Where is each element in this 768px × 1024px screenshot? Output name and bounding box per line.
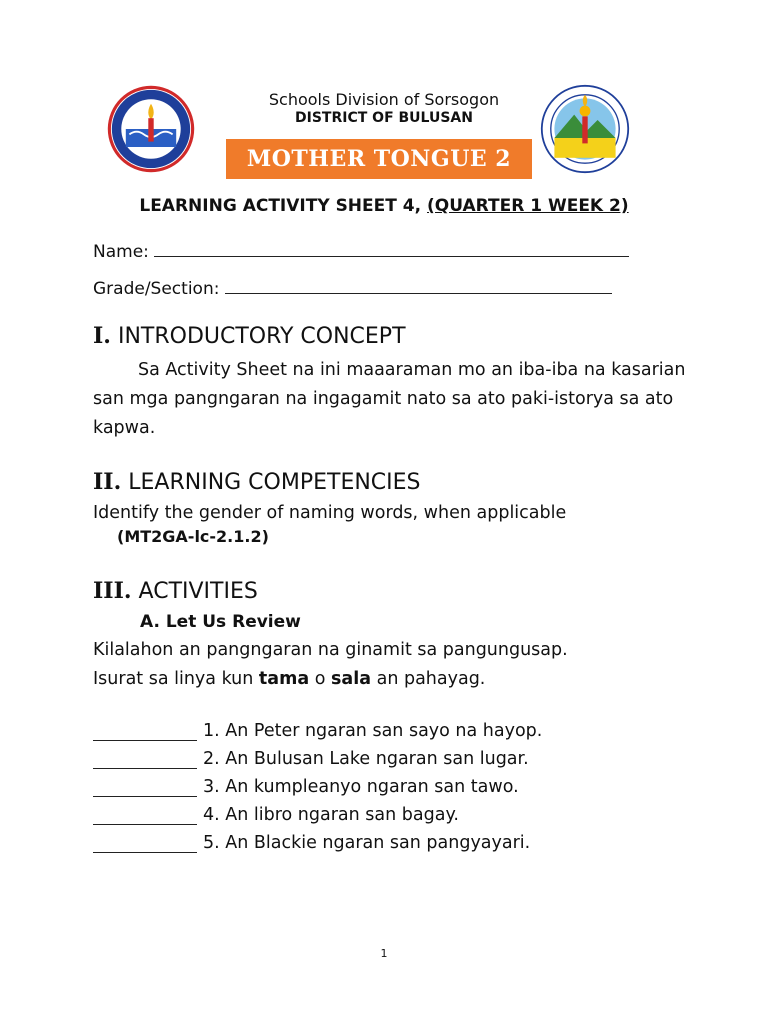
review-item-text: 4. An libro ngaran san bagay. [203, 805, 459, 825]
name-label: Name: [93, 242, 149, 262]
instruction-line-2 [93, 669, 485, 689]
section-2-heading [93, 469, 421, 495]
answer-blank-4[interactable] [93, 808, 197, 825]
answer-blank-2[interactable] [93, 752, 197, 769]
name-line[interactable] [154, 242, 629, 257]
grade-section-field[interactable] [93, 279, 612, 299]
section-1-heading [93, 323, 406, 349]
page-number: 1 [380, 947, 388, 960]
sheet-title-main: LEARNING ACTIVITY SHEET 4, [139, 196, 422, 216]
review-item-5 [93, 833, 530, 853]
section-1-number: I. [93, 323, 111, 349]
competency-text: Identify the gender of naming words, when applicable [93, 503, 567, 523]
sheet-title-quarter: (QUARTER 1 WEEK 2) [427, 196, 629, 216]
review-item-1 [93, 721, 542, 741]
word-sala: sala [330, 669, 372, 689]
grade-section-line[interactable] [225, 279, 612, 294]
review-item-text: 2. An Bulusan Lake ngaran san lugar. [203, 749, 529, 769]
answer-blank-1[interactable] [93, 724, 197, 741]
instruction-mid: o [309, 669, 331, 689]
instruction-line-1: Kilalahon an pangngaran na ginamit sa pangungusap. [93, 640, 568, 660]
section-1-title: INTRODUCTORY CONCEPT [117, 324, 406, 349]
let-us-review-heading: A. Let Us Review [140, 612, 301, 632]
section-1-text-block [93, 356, 693, 443]
word-tama: tama [258, 669, 310, 689]
section-3-heading [93, 578, 258, 604]
review-item-4 [93, 805, 459, 825]
instruction-post: an pahayag. [371, 669, 486, 689]
name-field[interactable] [93, 242, 629, 262]
review-item-text: 1. An Peter ngaran san sayo na hayop. [203, 721, 543, 741]
answer-blank-5[interactable] [93, 836, 197, 853]
review-item-3 [93, 777, 519, 797]
grade-section-label: Grade/Section: [93, 279, 220, 299]
subject-banner: MOTHER TONGUE 2 [226, 139, 532, 179]
review-item-text: 5. An Blackie ngaran san pangyayari. [203, 833, 531, 853]
division-name: Schools Division of Sorsogon [268, 90, 500, 109]
instruction-pre: Isurat sa linya kun [93, 669, 259, 689]
review-item-text: 3. An kumpleanyo ngaran san tawo. [203, 777, 519, 797]
sheet-title [0, 196, 768, 216]
section-2-number: II. [93, 469, 122, 495]
competency-code: (MT2GA-lc-2.1.2) [117, 527, 269, 546]
section-2-title: LEARNING COMPETENCIES [128, 470, 421, 495]
section-3-number: III. [93, 578, 132, 604]
review-item-2 [93, 749, 529, 769]
district-name: DISTRICT OF BULUSAN [295, 110, 473, 126]
section-1-text: Sa Activity Sheet na ini maaaraman mo an iba-iba na kasarian san mga pangngaran na ingagamit nato sa ato paki-istorya sa ato kapwa. [93, 360, 686, 438]
section-3-title: ACTIVITIES [138, 579, 258, 604]
answer-blank-3[interactable] [93, 780, 197, 797]
